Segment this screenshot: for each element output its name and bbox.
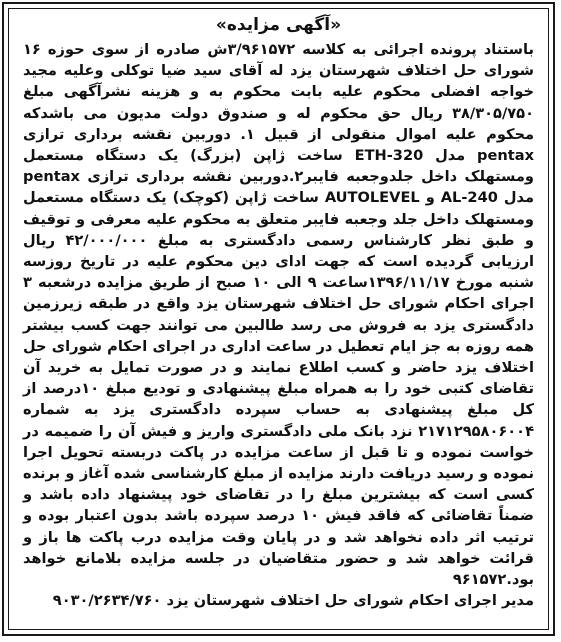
notice-signature: [23, 590, 534, 611]
signature-code: ۹۰۳۰/۲۶۳۴/۷۶۰: [52, 592, 162, 610]
notice-title: «آگهی مزایده»: [215, 15, 342, 35]
notice-inner-border: [8, 8, 549, 630]
notice-body: باستناد پرونده اجرائی به کلاسه ۳/۹۶۱۵۷۲ش صادره از سوی حوزه ۱۶ شورای حل اختلاف شهرستان یزد له آقای سید ضیا توکلی وعلیه مجید خواجه افضلی محکوم علیه بابت محکوم به و هزینه نشرآگهی مبلغ ۳۸/۳۰۵/۷۵۰ ریال حق محکوم له و صندوق دولت مدیون می باشدکه محکوم علیه اموال منقولی از قبیل ۱. دوربین نقشه برداری ترازی pentax مدل 320-ETH ساخت ژاپن (بزرگ) یک دستگاه مستعمل ومستهلک داخل جلدوجعبه فایبر۲.دوربین نقشه برداری ترازی pentax مدل 240-AL و AUTOLEVEL ساخت ژاپن (کوچک) یک دستگاه مستعمل ومستهلک داخل جلد وجعبه فایبر متعلق به محکوم علیه معرفی و توقیف و طبق نظر کارشناس رسمی دادگستری به مبلغ ۴۲/۰۰۰/۰۰۰ ریال ارزیابی گردیده است که جهت ادای دین محکوم علیه در تاریخ روزسه شنبه مورخ ۱۳۹۶/۱۱/۱۷ساعت ۹ الی ۱۰ صبح از طریق مزایده درشعبه ۳ اجرای احکام شورای حل اختلاف شهرستان یزد واقع در طبقه زیرزمین دادگستری یزد به فروش می رسد طالبین می توانند جهت کسب بیشتر همه روزه به جز ایام تعطیل در ساعت اداری در اجرای احکام شورای حل اختلاف یزد حاضر و کسب اطلاع نمایند و در صورت تمایل به خرید آن تقاضای کتبی خود را به همراه مبلغ پیشنهادی و تودیع مبلغ ۱۰درصد از کل مبلغ پیشنهادی به حساب سپرده دادگستری یزد به شماره ۲۱۷۱۲۹۵۸۰۶۰۰۴ نزد بانک ملی دادگستری واریز و فیش آن را ضمیمه در خواست نموده و تا قبل از ساعت مزایده در پاکت دربسته تحویل اجرا نموده و رسید دریافت دارند مزایده از مبلغ کارشناسی شده آغاز و برنده کسی است که بیشترین مبلغ را در تقاضای خود پیشنهاد داده باشد و ضمناً تقاضائی که فاقد فیش ۱۰ درصد سپرده باشد بدون اعتبار بوده و ترتیب اثر داده نخواهد شد و در پایان وقت مزایده درب پاکت ها باز و قرائت خواهد شد و حضور متقاضیان در جلسه مزایده بلامانع خواهد بود.۹۶۱۵۷۲: [23, 41, 535, 589]
notice-frame: [2, 2, 555, 636]
signature-text: مدیر اجرای احکام شورای حل اختلاف شهرستان یزد: [166, 592, 534, 610]
